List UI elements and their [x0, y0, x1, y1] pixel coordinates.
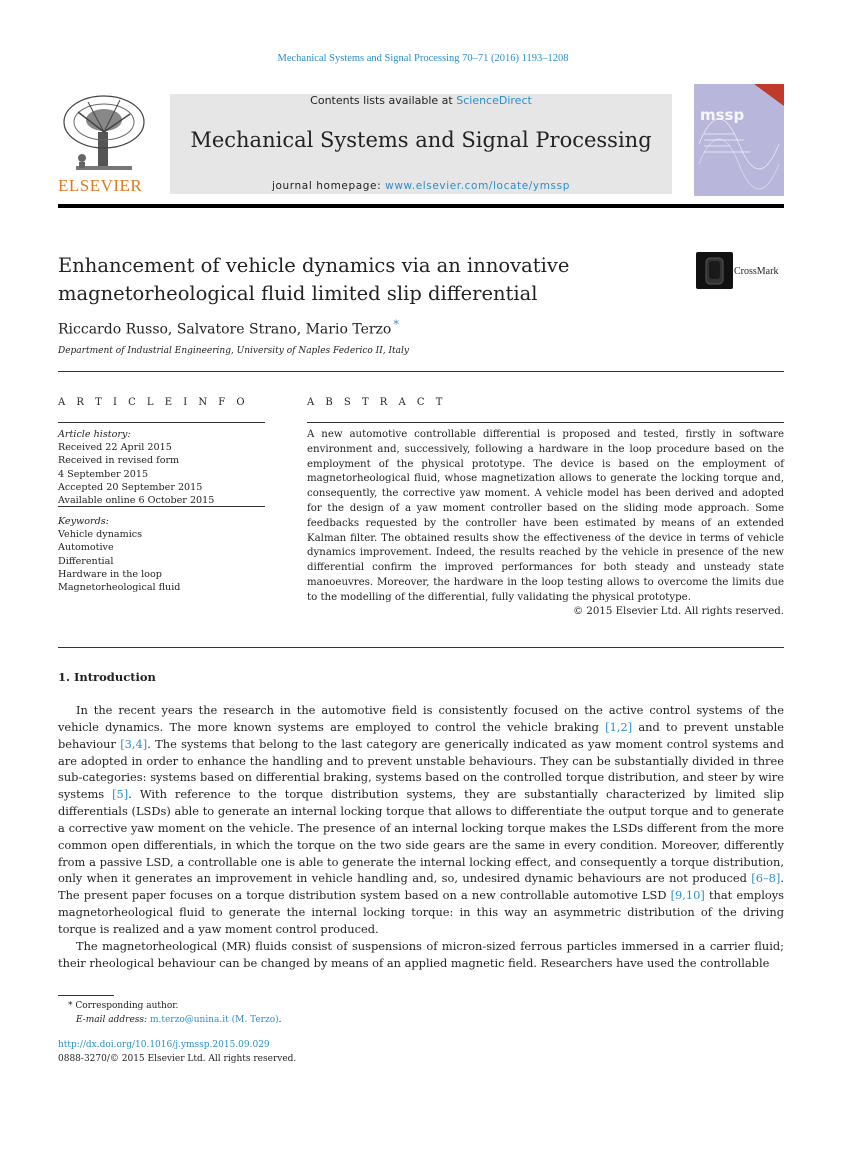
contents-line	[170, 94, 672, 107]
keyword-item: Hardware in the loop	[58, 568, 162, 580]
text-run: that employs magnetorheological fluid to generate the internal locking torque: in this way an asymmetric distribution of the driving torque is realized and a yaw moment control produced.	[58, 888, 785, 936]
email-link[interactable]: m.terzo@unina.it (M. Terzo)	[149, 1015, 279, 1025]
divider	[58, 371, 784, 372]
cover-mark: mssp	[700, 106, 745, 124]
email-note	[58, 1013, 558, 1027]
homepage-link[interactable]: www.elsevier.com/locate/ymssp	[385, 180, 570, 192]
corresponding-author-marker[interactable]: *	[393, 318, 399, 331]
authors-text: Riccardo Russo, Salvatore Strano, Mario Terzo	[58, 321, 392, 338]
masthead-rule	[58, 204, 784, 208]
divider	[58, 422, 265, 423]
keywords-label: Keywords:	[58, 516, 109, 527]
journal-title: Mechanical Systems and Signal Processing	[190, 128, 652, 152]
keywords	[58, 515, 265, 594]
text-run: In the recent years the research in the automotive field is consistently focused on the active control systems of the vehicle dynamics. The more known systems are employed to control the vehicle braking	[58, 703, 784, 734]
divider	[58, 647, 784, 648]
abstract-text: A new automotive controllable differential is proposed and tested, firstly in software environment and, successively, following a hardware in the loop procedure based on the employment of the physical prototype. The device is based on the employment of magnetorheological fluid, whose magnetization allows to generate the locking torque and, consequently, the corrective yaw moment. A vehicle model has been derived and adopted for the design of a yaw moment controller based on the sliding mode approach. Some feedbacks requested by the controller have been estimated by means of an extended Kalman filter. The obtained results show the effectiveness of the device in terms of vehicle dynamics improvement. Indeed, the results reached by the vehicle in presence of the new differential confirm the improved performances for both steady and unsteady state manoeuvres. Moreover, the hardware in the loop testing allows to overcome the limits due to the modelling of the differential, fully validating the physical prototype.	[307, 429, 784, 603]
history-item: 4 September 2015	[58, 468, 149, 480]
text-run: . With reference to the torque distribution systems, they are substantially characterized by limited slip differentials (LSDs) able to generate an internal locking torque that allows to differentiate the output torque and to generate a corrective yaw moment on the vehicle. The presence of an internal locking torque makes the LSDs different from the more common open differentials, in which the torque on the two side gears are the same in every condition. Moreover, differently from a passive LSD, a controllable one is able to generate the internal locking effect, and consequently a torque distribution, only when it generates an improvement in vehicle handling and, so, undesired dynamic behaviours are not produced	[58, 787, 784, 886]
homepage-line	[170, 180, 672, 192]
paragraph	[58, 702, 784, 938]
abstract-heading: A B S T R A C T	[307, 397, 447, 408]
keyword-item: Vehicle dynamics	[58, 529, 143, 541]
article-title	[58, 252, 658, 308]
contents-prefix: Contents lists available at	[310, 94, 457, 107]
history-label: Article history:	[58, 429, 131, 440]
crossmark-icon	[696, 252, 733, 289]
header-band	[170, 94, 672, 194]
citation-link[interactable]: [6–8]	[751, 871, 781, 886]
citation-link[interactable]: [5]	[112, 787, 129, 802]
author-list	[58, 318, 399, 338]
keyword-item: Differential	[58, 555, 114, 567]
title-line-2: magnetorheological fluid limited slip differential	[58, 282, 538, 305]
introduction-heading: 1. Introduction	[58, 670, 156, 684]
article-history	[58, 428, 265, 507]
history-item: Available online 6 October 2015	[58, 495, 215, 507]
footnotes	[58, 999, 558, 1027]
title-line-1: Enhancement of vehicle dynamics via an innovative	[58, 254, 570, 277]
doi-link[interactable]: http://dx.doi.org/10.1016/j.ymssp.2015.09.029	[58, 1040, 270, 1050]
text-run: . The systems that belong to the last category are generically indicated as yaw moment control systems and are adopted in order to enhance the handling and to prevent unstable behaviours. They can be substantially divided in three sub-categories: systems based on differential braking, systems based on the controlled torque distribution, and steer by wire systems	[58, 736, 784, 802]
divider	[58, 506, 265, 507]
elsevier-wordmark: ELSEVIER	[58, 176, 143, 195]
homepage-prefix: journal homepage:	[272, 180, 386, 192]
history-item: Received in revised form	[58, 455, 180, 467]
citation-link[interactable]: [3,4]	[120, 736, 148, 751]
citation-link[interactable]: [9,10]	[670, 888, 705, 903]
sciencedirect-link[interactable]: ScienceDirect	[456, 94, 532, 107]
keyword-item: Magnetorheological fluid	[58, 582, 181, 594]
email-end: .	[278, 1015, 282, 1025]
citation-link[interactable]: [1,2]	[605, 719, 633, 734]
article-info-heading: A R T I C L E I N F O	[58, 397, 249, 408]
crossmark-button[interactable]	[696, 252, 784, 292]
doi-block	[58, 1039, 558, 1066]
crossmark-label: CrossMark	[734, 266, 779, 277]
divider	[307, 422, 784, 423]
introduction-body	[58, 702, 784, 972]
text-run: . The present paper focuses on a torque distribution system based on a new controllable automotive LSD	[58, 871, 784, 903]
journal-reference[interactable]: Mechanical Systems and Signal Processing 70–71 (2016) 1193–1208	[277, 53, 569, 64]
affiliation: Department of Industrial Engineering, University of Naples Federico II, Italy	[58, 346, 410, 356]
journal-cover-image[interactable]	[694, 84, 784, 196]
corresponding-author-note: * Corresponding author.	[68, 1001, 179, 1011]
footnote-rule	[58, 995, 114, 996]
abstract-copyright: © 2015 Elsevier Ltd. All rights reserved.	[572, 606, 784, 617]
journal-masthead	[58, 84, 784, 196]
history-item: Accepted 20 September 2015	[58, 481, 203, 493]
text-run: and to prevent unstable behaviour	[58, 719, 784, 751]
issn-line: 0888-3270/© 2015 Elsevier Ltd. All rights reserved.	[58, 1053, 297, 1064]
email-label: E-mail address:	[76, 1015, 150, 1025]
paragraph: The magnetorheological (MR) fluids consist of suspensions of micron-sized ferrous particles immersed in a carrier fluid; their rheological behaviour can be changed by means of an applied magnetic field. Researchers have used the controllable	[58, 938, 784, 970]
history-item: Received 22 April 2015	[58, 442, 172, 454]
keyword-item: Automotive	[58, 542, 114, 554]
